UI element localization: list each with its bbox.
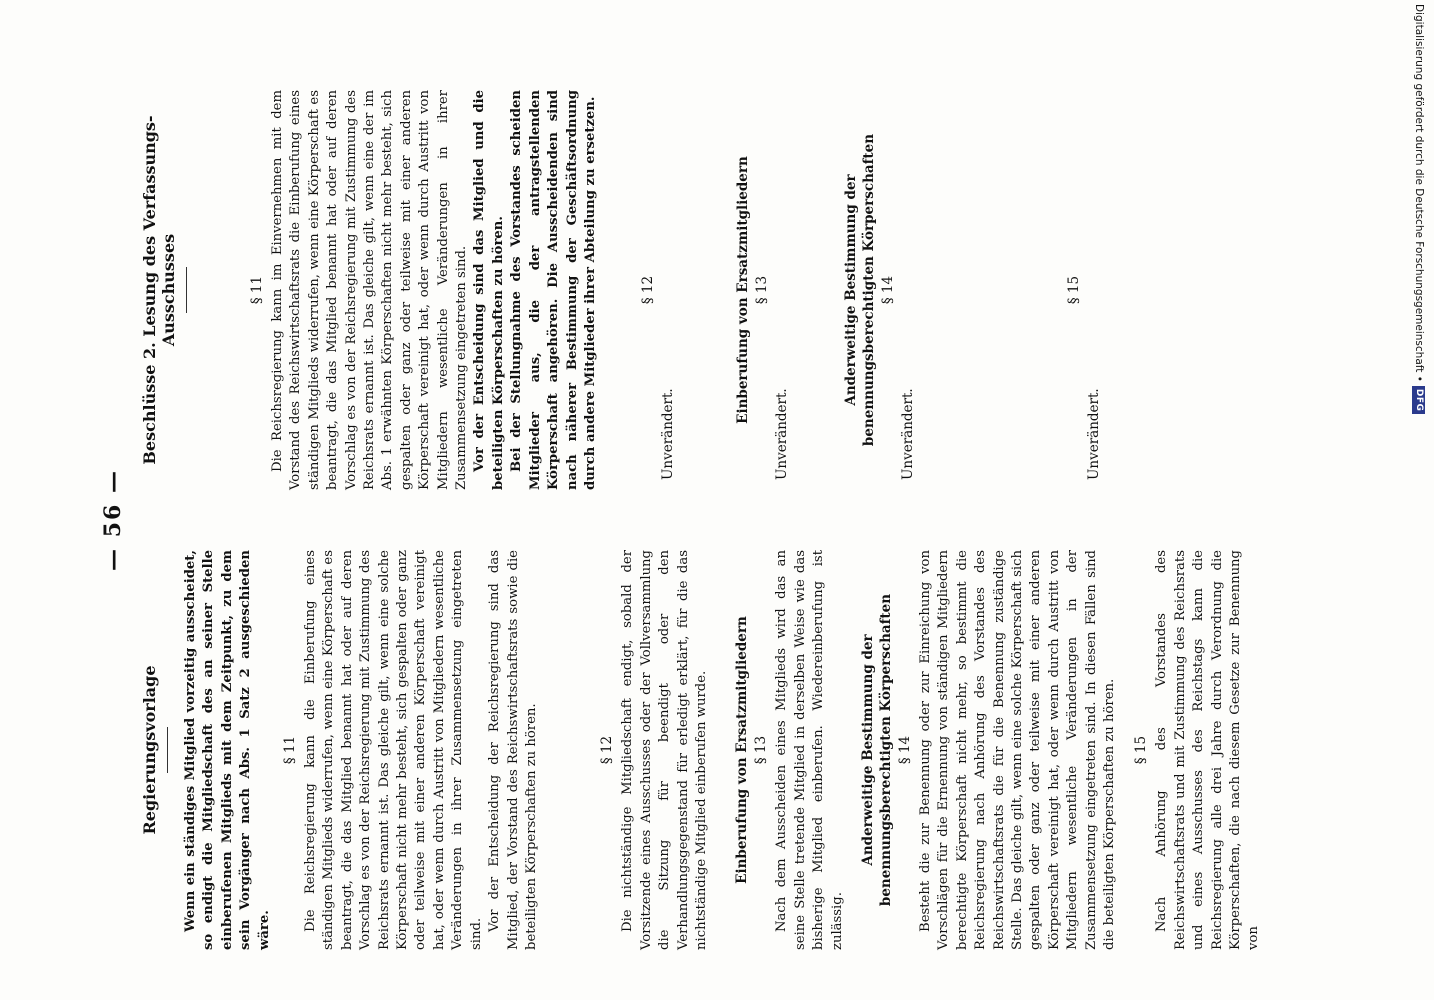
section-12-unchanged: Unverändert. (660, 388, 677, 480)
section-11-paragraph-2: Vor der Entscheidung sind das Mitglied und die beteiligten Körperschaften zu hören. (472, 90, 506, 490)
ersatz-heading: Einberufung von Ersatzmitgliedern (734, 616, 751, 884)
section-11-paragraph-2: Vor der Entscheidung der Reichsregierung sind das Mitglied, der Vorstand des Reichswirtschaftsrats sowie die beteiligten Körperschaften zu hören. (487, 550, 539, 950)
section-11-label: § 11 (282, 735, 299, 765)
heading-rule (186, 267, 187, 313)
section-13-unchanged: Unverändert. (774, 388, 791, 480)
column-regierungsvorlage (140, 550, 1264, 950)
column-heading-left: Regierungsvorlage (140, 665, 159, 835)
section-13-label: § 13 (754, 275, 771, 305)
anderweitige-heading: Anderweitige Bestimmung der benennungsberechtigten Körperschaften (859, 593, 894, 907)
section-11-paragraph-1: Die Reichsregierung kann im Einvernehmen mit dem Vorstand des Reichswirtschaftsrats die Einberufung eines ständigen Mitglieds widerrufen, wenn eine Körperschaft es beantragt, die das Mitglied benannt hat oder auf deren Vorschlag es von der Reichsregierung mit Zustimmung des Reichsrats ernannt ist. Das gleiche gilt, wenn eine der im Abs. 1 erwähnten Körperschaften nicht mehr besteht, sich gespalten oder ganz oder teilweise mit einer anderen Körperschaft vereinigt hat, oder wenn durch Austritt von Mitgliedern wesentliche Veränderungen in ihrer Zusammensetzung eingetreten sind. (270, 90, 470, 490)
section-15-label: § 15 (1066, 275, 1083, 305)
intro-paragraph: Wenn ein ständiges Mitglied vorzeitig ausscheidet, so endigt die Mitgliedschaft des an seiner Stelle einberufenen Mitglieds mit dem Zeitpunkt, zu dem sein Vorgänger nach Abs. 1 Satz 2 ausgeschieden wäre. (183, 550, 272, 950)
section-15-paragraph: Nach Anhörung des Vorstandes des Reichswirtschaftsrats und mit Zustimmung des Reichsrats und eines Ausschusses des Reichstags kann die Reichsregierung alle drei Jahre durch Verordnung die Körperschaften, die nach diesem Gesetze zur Benennung von (1154, 550, 1262, 950)
column-heading-right: Beschlüsse 2. Lesung des Verfassungs-Ausschusses (140, 115, 178, 465)
section-11-paragraph-1: Die Reichsregierung kann die Einberufung eines ständigen Mitglieds widerrufen, wenn eine Körperschaft es beantragt, die das Mitglied benannt hat oder auf deren Vorschlag es von der Reichsregierung mit Zustimmung des Reichsrats ernannt ist. Das gleiche gilt, wenn eine solche Körperschaft nicht mehr besteht, sich gespalten oder ganz oder teilweise mit einer anderen Körperschaft vereinigt hat, oder wenn durch Austritt von Mitgliedern wesentliche Veränderungen in ihrer Zusammensetzung eingetreten sind. (303, 550, 484, 950)
heading-rule (167, 727, 168, 773)
dfg-logo: DFG (1413, 386, 1426, 415)
section-13-paragraph: Nach dem Ausscheiden eines Mitglieds wird das an seine Stelle tretende Mitglied in derselben Weise wie das bisherige Mitglied einberufen. Wiedereinberufung ist zulässig. (774, 550, 845, 950)
section-12-label: § 12 (640, 275, 657, 305)
dfg-credit (1412, 4, 1426, 412)
credit-text: Digitalisierung gefördert durch die Deutsche Forschungsgemeinschaft • (1413, 4, 1425, 382)
section-13-label: § 13 (753, 735, 770, 765)
section-15-label: § 15 (1133, 735, 1150, 765)
section-12-paragraph: Die nichtständige Mitgliedschaft endigt, sobald der Vorsitzende eines Ausschusses oder der Vollversammlung die Sitzung für beendigt oder den Verhandlungsgegenstand für erledigt erklärt, für die das nichtständige Mitglied einberufen wurde. (620, 550, 709, 950)
section-14-label: § 14 (880, 275, 897, 305)
section-11-label: § 11 (249, 275, 265, 305)
spacer (201, 90, 241, 490)
section-14-label: § 14 (896, 735, 913, 765)
column-beschluesse (140, 90, 1102, 490)
ersatz-heading: Einberufung von Ersatzmitgliedern (735, 156, 752, 424)
rotated-document-page (100, 90, 1320, 950)
section-12-label: § 12 (599, 735, 616, 765)
section-11-paragraph-3: Bei der Stellungnahme des Vorstandes scheiden Mitglieder aus, die der antragstellenden Körperschaft angehören. Die Ausscheidenden sind nach näherer Bestimmung der Geschäftsordnung durch andere Mitglieder ihrer Abteilung zu ersetzen. (509, 90, 598, 490)
page-number: — 56 — (100, 469, 126, 571)
section-15-unchanged: Unverändert. (1086, 388, 1103, 480)
section-14-unchanged: Unverändert. (900, 388, 917, 480)
section-14-paragraph: Besteht die zur Benennung oder zur Einreichung von Vorschlägen für die Ernennung von ständigen Mitgliedern berechtigte Körperschaft nicht mehr, so bestimmt die Reichsregierung nach Anhörung des Vorstandes des Reichswirtschaftsrats die für die Benennung zuständige Stelle. Das gleiche gilt, wenn eine solche Körperschaft sich gespalten oder ganz oder teilweise mit einer anderen Körperschaft vereinigt hat, oder wenn durch Austritt von Mitgliedern wesentliche Veränderungen in der Zusammensetzung eingetreten sind. In diesen Fällen sind die beteiligten Körperschaften zu hören. (917, 550, 1118, 950)
anderweitige-heading: Anderweitige Bestimmung der benennungsberechtigten Körperschaften (843, 133, 878, 447)
